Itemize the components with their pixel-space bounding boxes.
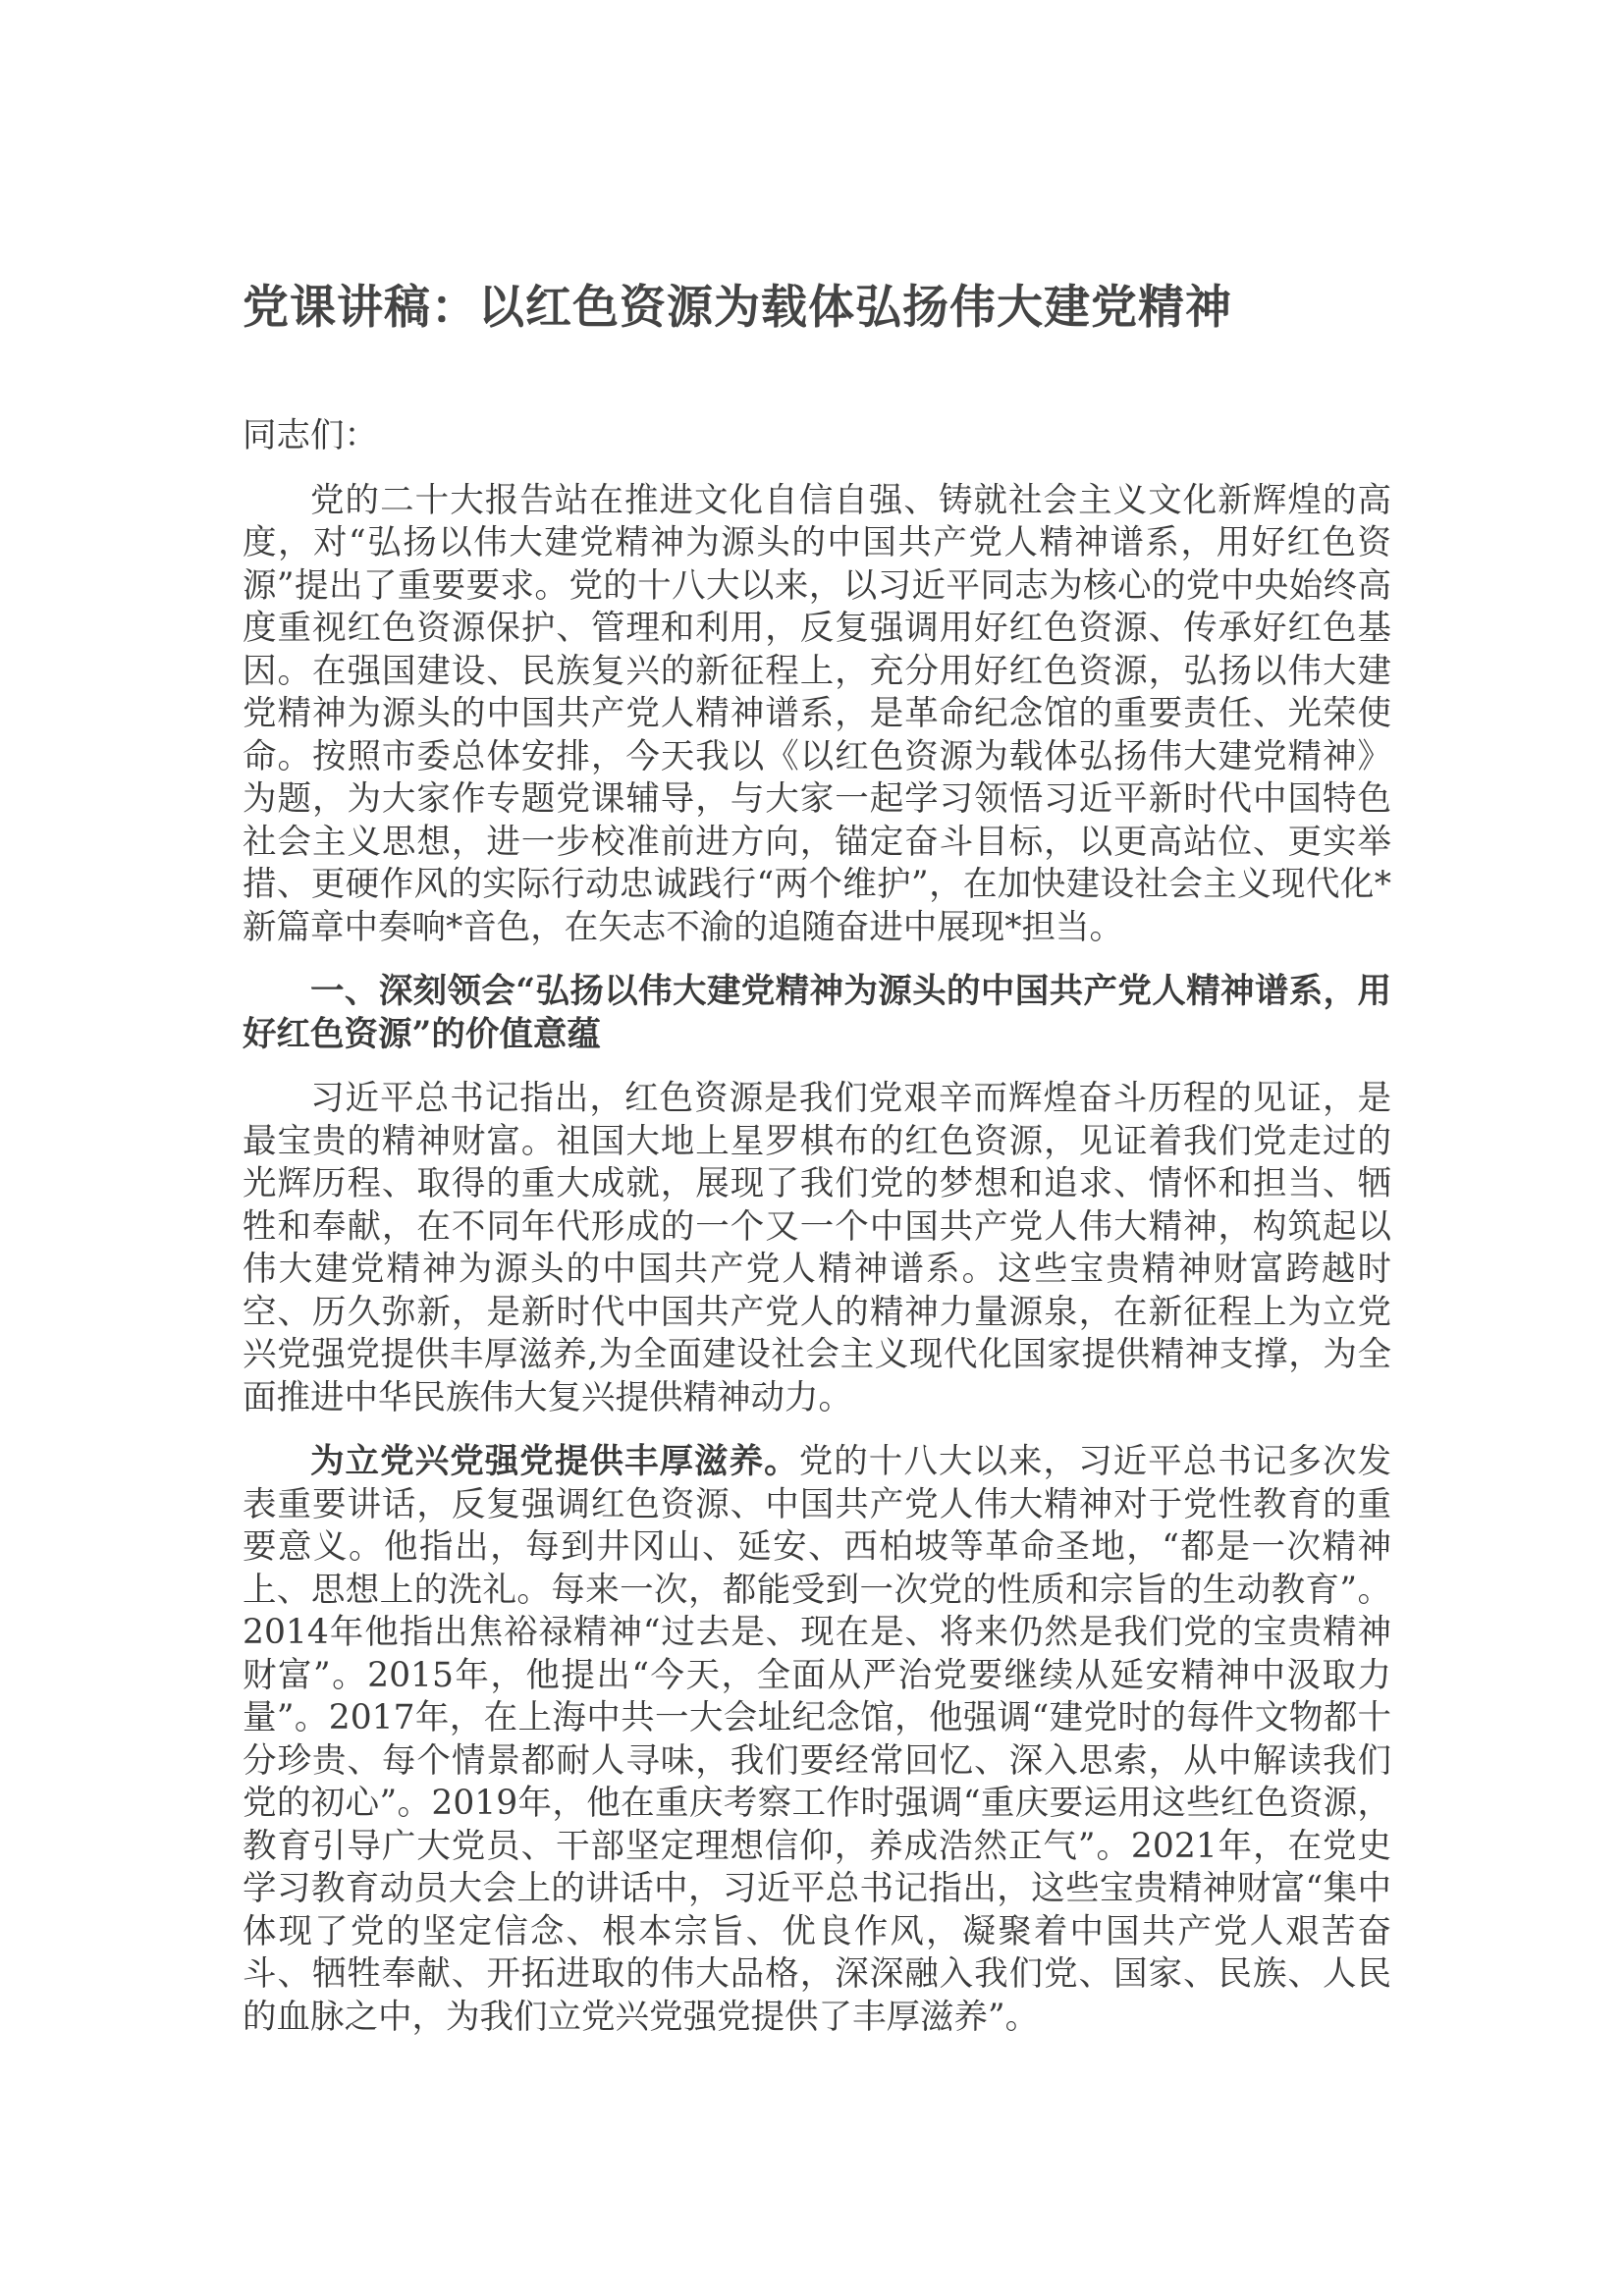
- intro-paragraph: 党的二十大报告站在推进文化自信自强、铸就社会主义文化新辉煌的高度，对“弘扬以伟大建党精神为源头的中国共产党人精神谱系，用好红色资源”提出了重要要求。党的十八大以来，以习近平同志为核心的党中央始终高度重视红色资源保护、管理和利用，反复强调用好红色资源、传承好红色基因。在强国建设、民族复兴的新征程上，充分用好红色资源，弘扬以伟大建党精神为源头的中国共产党人精神谱系，是革命纪念馆的重要责任、光荣使命。按照市委总体安排，今天我以《以红色资源为载体弘扬伟大建党精神》为题，为大家作专题党课辅导，与大家一起学习领悟习近平新时代中国特色社会主义思想，进一步校准前进方向，锚定奋斗目标，以更高站位、更实举措、更硬作风的实际行动忠诚践行“两个维护”，在加快建设社会主义现代化*新篇章中奏响*音色，在矢志不渝的追随奋进中展现*担当。: [243, 480, 1391, 947]
- document-body: [243, 415, 1391, 2039]
- section-paragraph: 习近平总书记指出，红色资源是我们党艰辛而辉煌奋斗历程的见证，是最宝贵的精神财富。祖国大地上星罗棋布的红色资源，见证着我们党走过的光辉历程、取得的重大成就，展现了我们党的梦想和追求、情怀和担当、牺牲和奉献，在不同年代形成的一个又一个中国共产党人伟大精神，构筑起以伟大建党精神为源头的中国共产党人精神谱系。这些宝贵精神财富跨越时空、历久弥新，是新时代中国共产党人的精神力量源泉，在新征程上为立党兴党强党提供丰厚滋养,为全面建设社会主义现代化国家提供精神支撑，为全面推进中华民族伟大复兴提供精神动力。: [243, 1079, 1391, 1417]
- paragraph-body: 党的十八大以来，习近平总书记多次发表重要讲话，反复强调红色资源、中国共产党人伟大精神对于党性教育的重要意义。他指出，每到井冈山、延安、西柏坡等革命圣地，“都是一次精神上、思想上的洗礼。每来一次，都能受到一次党的性质和宗旨的生动教育”。2014年他指出焦裕禄精神“过去是、现在是、将来仍然是我们党的宝贵精神财富”。2015年，他提出“今天，全面从严治党要继续从延安精神中汲取力量”。2017年，在上海中共一大会址纪念馆，他强调“建党时的每件文物都十分珍贵、每个情景都耐人寻味，我们要经常回忆、深入思索，从中解读我们党的初心”。2019年，他在重庆考察工作时强调“重庆要运用这些红色资源，教育引导广大党员、干部坚定理想信仰，养成浩然正气”。2021年，在党史学习教育动员大会上的讲话中，习近平总书记指出，这些宝贵精神财富“集中体现了党的坚定信念、根本宗旨、优良作风，凝聚着中国共产党人艰苦奋斗、牺牲奉献、开拓进取的伟大品格，深深融入我们党、国家、民族、人民的血脉之中，为我们立党兴党强党提供了丰厚滋养”。: [243, 1442, 1392, 2037]
- section-heading: 一、深刻领会“弘扬以伟大建党精神为源头的中国共产党人精神谱系，用好红色资源”的价值意蕴: [243, 972, 1391, 1054]
- section-paragraph-lead: [243, 1441, 1391, 2039]
- paragraph-lead-sentence: 为立党兴党强党提供丰厚滋养。: [310, 1442, 799, 1481]
- greeting: 同志们：: [243, 416, 378, 455]
- document-title: 党课讲稿：以红色资源为载体弘扬伟大建党精神: [243, 281, 1232, 335]
